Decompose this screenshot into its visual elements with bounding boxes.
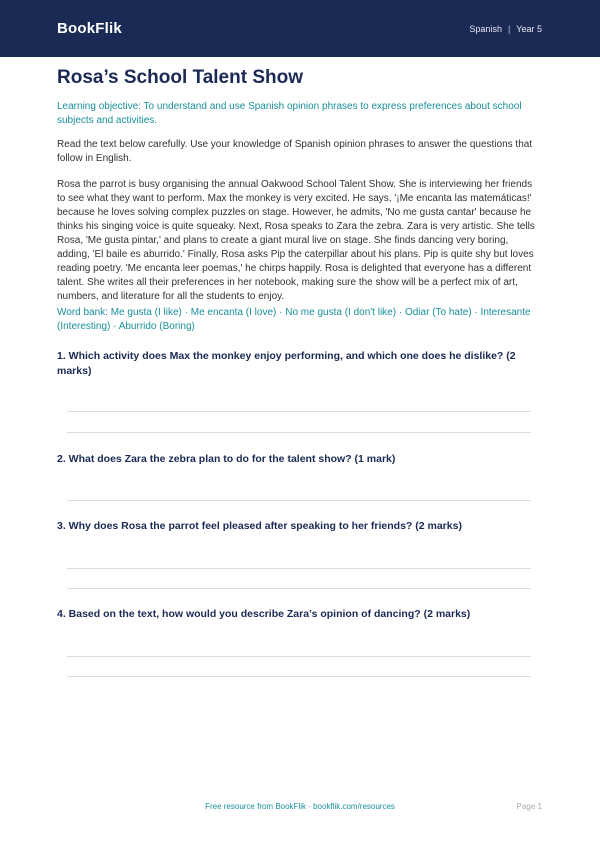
header-meta [469, 24, 542, 34]
meta-separator: | [507, 23, 511, 34]
brand-logo-text: BookFlik [57, 20, 122, 37]
answer-line-4b[interactable] [67, 676, 531, 677]
question-4: 4. Based on the text, how would you describe Zara’s opinion of dancing? (2 marks) [57, 608, 471, 620]
reading-passage: Rosa the parrot is busy organising the annual Oakwood School Talent Show. She is interviewing her friends to see what they want to perform. Max the monkey is very excited. He says, '¡Me encanta las matemáticas!' because he loves solving complex puzzles on stage. However, he admits, 'No me gusta cantar' because he thinks his singing voice is quite squeaky. Next, Rosa speaks to Zara the zebra. Zara is very artistic. She tells Rosa, 'Me gusta pintar,' and plans to create a giant mural live on stage. She finds dancing very boring, adding, 'El baile es aburrido.' Finally, Rosa asks Pip the caterpillar about his plans. Pip is quite shy but loves reading poetry. 'Me encanta leer poemas,' he chirps happily. Rosa is delighted that everyone has a different talent. She writes all their preferences in her notebook, making sure the show will be a perfect mix of art, numbers, and literature for all the students to enjoy. [57, 179, 535, 302]
instructions: Read the text below carefully. Use your knowledge of Spanish opinion phrases to answer the questions that follow in English. [57, 139, 533, 164]
answer-line-3a[interactable] [67, 568, 531, 569]
question-3: 3. Why does Rosa the parrot feel pleased after speaking to her friends? (2 marks) [57, 520, 462, 532]
answer-line-3b[interactable] [67, 588, 531, 589]
answer-line-1a[interactable] [67, 411, 531, 412]
year-label: Year 5 [516, 23, 542, 34]
subject-label: Spanish [469, 23, 502, 34]
answer-line-2a[interactable] [67, 500, 531, 501]
worksheet-title: Rosa’s School Talent Show [57, 67, 303, 88]
footer-credit: Free resource from BookFlik · bookflik.com/resources [205, 802, 395, 811]
page-footer [0, 802, 600, 814]
learning-objective: Learning objective: To understand and use Spanish opinion phrases to express preferences about school subjects and activities. [57, 101, 522, 126]
page-number: Page 1 [516, 802, 542, 811]
answer-line-4a[interactable] [67, 656, 531, 657]
question-1: 1. Which activity does Max the monkey enjoy performing, and which one does he dislike? (2 marks) [57, 350, 516, 377]
question-2: 2. What does Zara the zebra plan to do for the talent show? (1 mark) [57, 453, 396, 465]
page-header [0, 0, 600, 57]
word-bank: Word bank: Me gusta (I like) · Me encanta (I love) · No me gusta (I don't like) · Odiar (To hate) · Interesante (Interesting) · Aburrido (Boring) [57, 307, 531, 332]
answer-line-1b[interactable] [67, 432, 531, 433]
